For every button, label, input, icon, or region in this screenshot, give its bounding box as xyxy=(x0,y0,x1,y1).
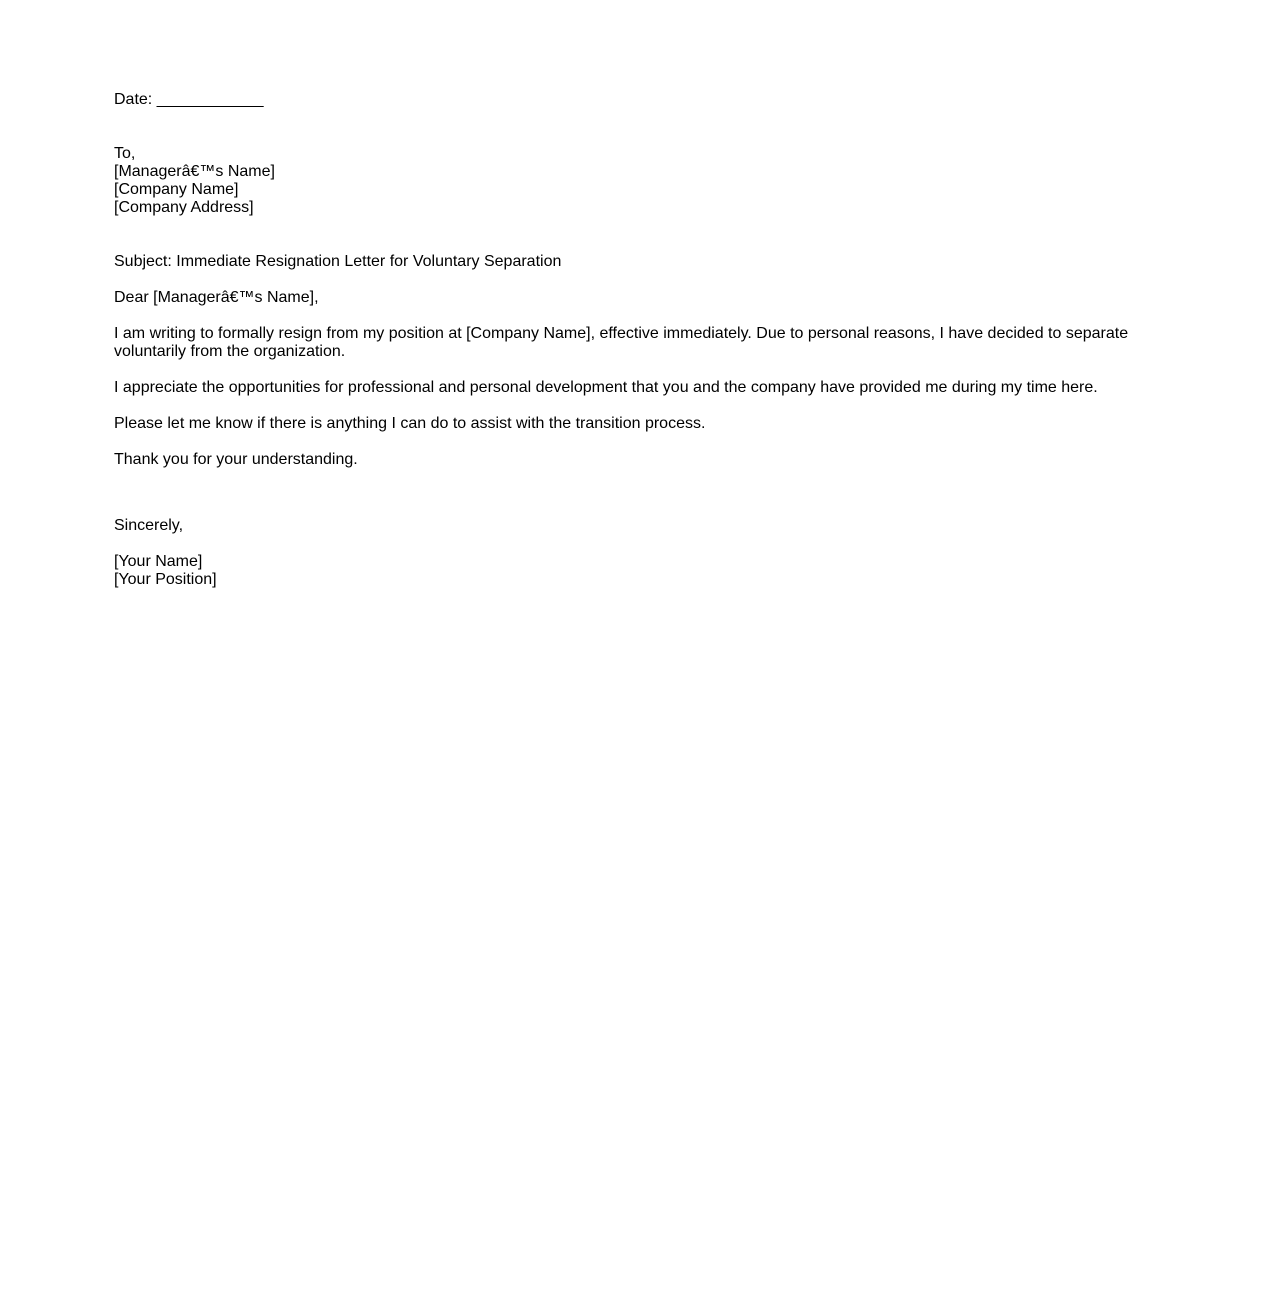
signature-block xyxy=(114,553,1154,589)
body-paragraph-1: I am writing to formally resign from my position at [Company Name], effective immediately. Due to personal reasons, I have decided to separate voluntarily from the organization. xyxy=(114,325,1133,360)
body-paragraph-4: Thank you for your understanding. xyxy=(114,451,358,468)
recipient-to: To, xyxy=(114,145,136,162)
recipient-block xyxy=(114,145,1154,217)
body-paragraph-2: I appreciate the opportunities for professional and personal development that you and the company have provided me during my time here. xyxy=(114,379,1098,396)
date-line: Date: ____________ xyxy=(114,91,264,108)
subject-line: Subject: Immediate Resignation Letter for Voluntary Separation xyxy=(114,253,562,270)
recipient-company-name: [Company Name] xyxy=(114,181,239,198)
signature-name: [Your Name] xyxy=(114,553,203,570)
signature-position: [Your Position] xyxy=(114,571,217,588)
resignation-letter xyxy=(114,91,1154,589)
body-paragraph-3: Please let me know if there is anything I can do to assist with the transition process. xyxy=(114,415,706,432)
recipient-company-address: [Company Address] xyxy=(114,199,254,216)
recipient-manager-name: [Managerâ€™s Name] xyxy=(114,163,275,180)
greeting: Dear [Managerâ€™s Name], xyxy=(114,289,319,306)
closing: Sincerely, xyxy=(114,517,184,534)
